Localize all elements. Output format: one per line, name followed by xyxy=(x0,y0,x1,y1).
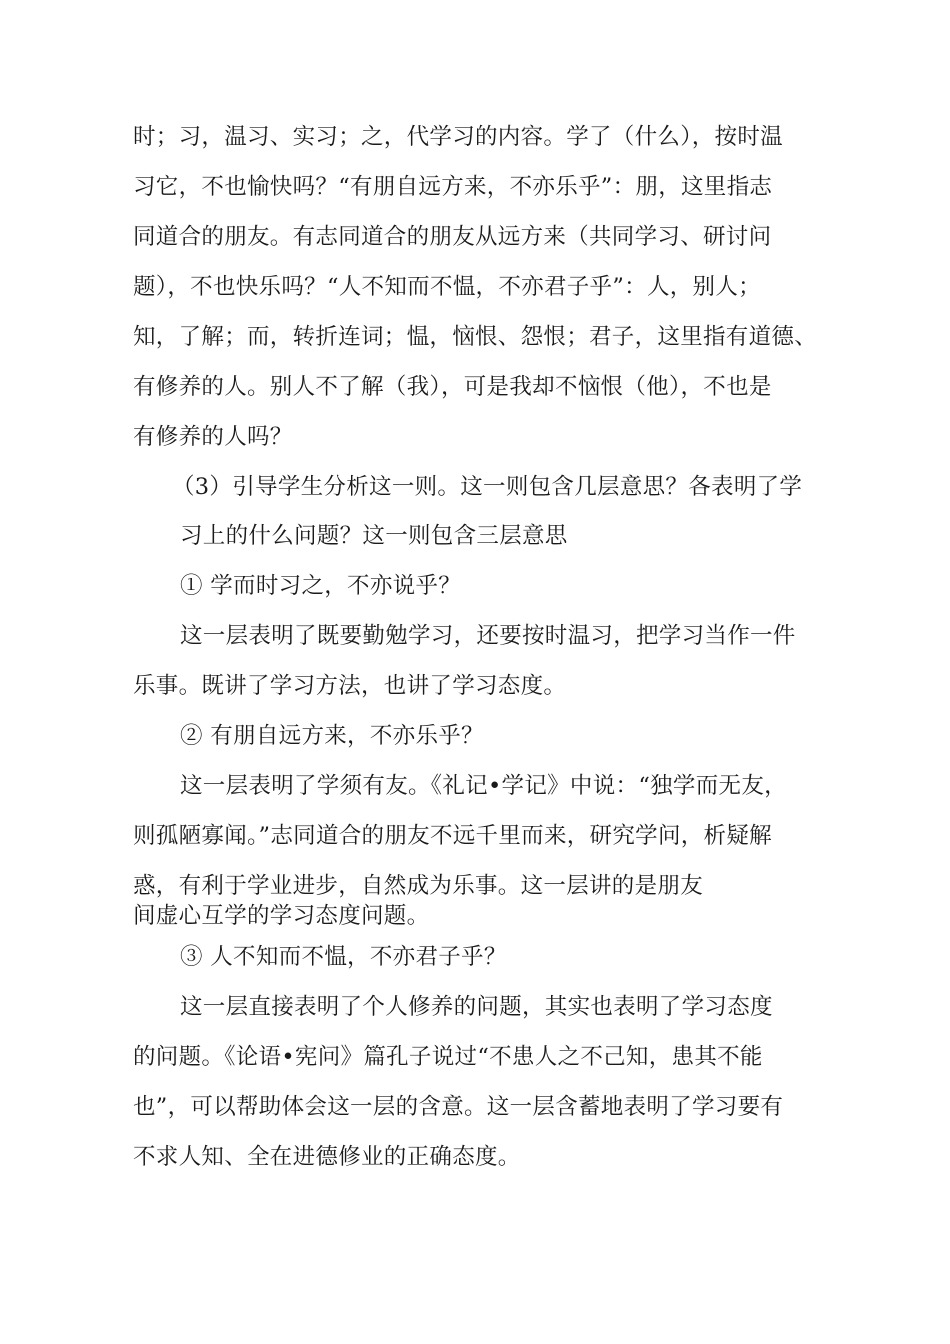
text-line: （3）引导学生分析这一则。这一则包含几层意思？各表明了学 xyxy=(172,474,803,500)
text-line: 知，了解；而，转折连词；愠，恼恨、怨恨；君子，这里指有道德、 xyxy=(133,324,818,350)
text-line: 惑，有利于学业进步，自然成为乐事。这一层讲的是朋友 xyxy=(133,873,704,899)
list-item-heading: ① 学而时习之，不亦说乎？ xyxy=(180,573,462,599)
text-line: 不求人知、全在进德修业的正确态度。 xyxy=(133,1144,521,1170)
text-line: 也”，可以帮助体会这一层的含意。这一层含蓄地表明了学习要有 xyxy=(133,1094,784,1120)
text-line: 同道合的朋友。有志同道合的朋友从远方来（共同学习、研讨问 xyxy=(133,224,772,250)
text-line: 题），不也快乐吗？“人不知而不愠，不亦君子乎”：人，别人； xyxy=(133,274,761,300)
text-line: 则孤陋寡闻。”志同道合的朋友不远千里而来，研究学问，析疑解 xyxy=(133,823,772,849)
text-line: 有修养的人吗？ xyxy=(133,424,293,450)
list-item-heading: ② 有朋自远方来，不亦乐乎？ xyxy=(180,723,484,749)
list-item-heading: ③ 人不知而不愠，不亦君子乎？ xyxy=(180,944,507,970)
text-line: 习上的什么问题？这一则包含三层意思 xyxy=(180,523,568,549)
text-line: 乐事。既讲了学习方法，也讲了学习态度。 xyxy=(133,673,567,699)
text-line: 的问题。《论语•宪问》篇孔子说过“不患人之不己知，患其不能 xyxy=(133,1044,763,1070)
text-line: 这一层表明了既要勤勉学习，还要按时温习，把学习当作一件 xyxy=(180,623,796,649)
text-line: 间虚心互学的学习态度问题。 xyxy=(133,903,430,929)
text-line: 这一层表明了学须有友。《礼记•学记》中说：“独学而无友， xyxy=(180,773,787,799)
text-line: 时；习，温习、实习；之，代学习的内容。学了（什么），按时温 xyxy=(133,124,783,150)
text-line: 有修养的人。别人不了解（我），可是我却不恼恨（他），不也是 xyxy=(133,374,772,400)
text-line: 这一层直接表明了个人修养的问题，其实也表明了学习态度 xyxy=(180,994,773,1020)
text-line: 习它，不也愉快吗？“有朋自远方来，不亦乐乎”：朋，这里指志 xyxy=(133,174,773,200)
